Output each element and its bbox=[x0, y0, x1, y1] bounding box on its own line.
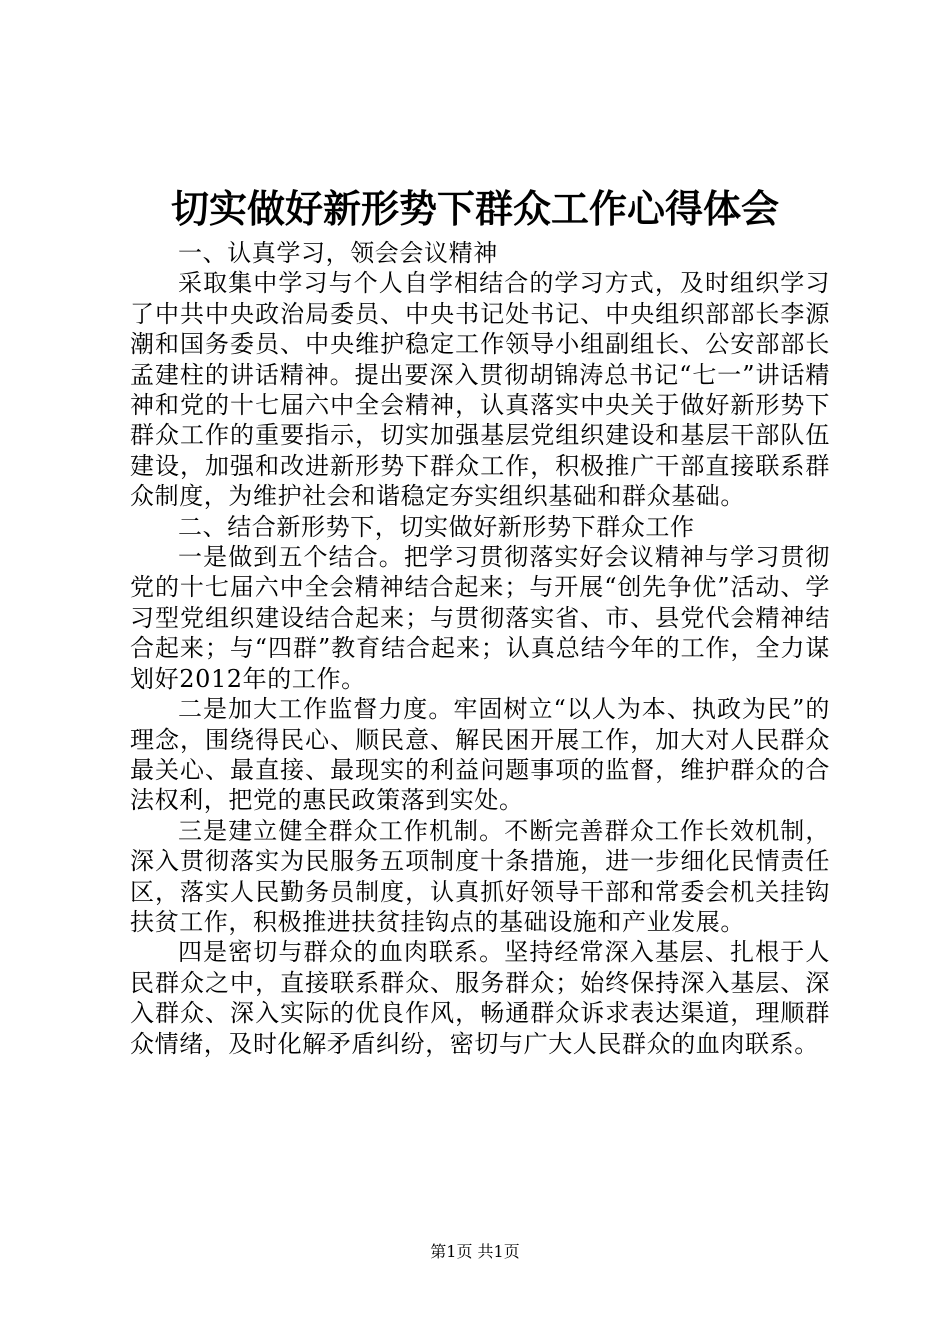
paragraph: 三是建立健全群众工作机制。不断完善群众工作长效机制，深入贯彻落实为民服务五项制度十条措施，进一步细化民情责任区，落实人民勤务员制度，认真抓好领导干部和常委会机关挂钩扶贫工作，积极推进扶贫挂钩点的基础设施和产业发展。 bbox=[130, 816, 830, 936]
paragraph: 采取集中学习与个人自学相结合的学习方式，及时组织学习了中共中央政治局委员、中央书记处书记、中央组织部部长李源潮和国务委员、中央维护稳定工作领导小组副组长、公安部部长孟建柱的讲话精神。提出要深入贯彻胡锦涛总书记“七一”讲话精神和党的十七届六中全会精神，认真落实中央关于做好新形势下群众工作的重要指示，切实加强基层党组织建设和基层干部队伍建设，加强和改进新形势下群众工作，积极推广干部直接联系群众制度，为维护社会和谐稳定夯实组织基础和群众基础。 bbox=[130, 269, 830, 511]
page-footer: 第1页 共1页 bbox=[430, 1242, 520, 1261]
document-body bbox=[130, 238, 830, 1059]
paragraph: 二是加大工作监督力度。牢固树立“以人为本、执政为民”的理念，围绕得民心、顺民意、解民困开展工作，加大对人民群众最关心、最直接、最现实的利益问题事项的监督，维护群众的合法权利，把党的惠民政策落到实处。 bbox=[130, 695, 830, 815]
paragraph: 一是做到五个结合。把学习贯彻落实好会议精神与学习贯彻党的十七届六中全会精神结合起来；与开展“创先争优”活动、学习型党组织建设结合起来；与贯彻落实省、市、县党代会精神结合起来；与“四群”教育结合起来；认真总结今年的工作，全力谋划好2012年的工作。 bbox=[130, 543, 830, 693]
section-heading-2: 二、结合新形势下，切实做好新形势下群众工作 bbox=[178, 512, 695, 541]
section-heading-1: 一、认真学习，领会会议精神 bbox=[178, 239, 498, 267]
document-title: 切实做好新形势下群众工作心得体会 bbox=[170, 186, 779, 231]
paragraph: 四是密切与群众的血肉联系。坚持经常深入基层、扎根于人民群众之中，直接联系群众、服务群众；始终保持深入基层、深入群众、深入实际的优良作风，畅通群众诉求表达渠道，理顺群众情绪，及时化解矛盾纠纷，密切与广大人民群众的血肉联系。 bbox=[130, 938, 830, 1058]
